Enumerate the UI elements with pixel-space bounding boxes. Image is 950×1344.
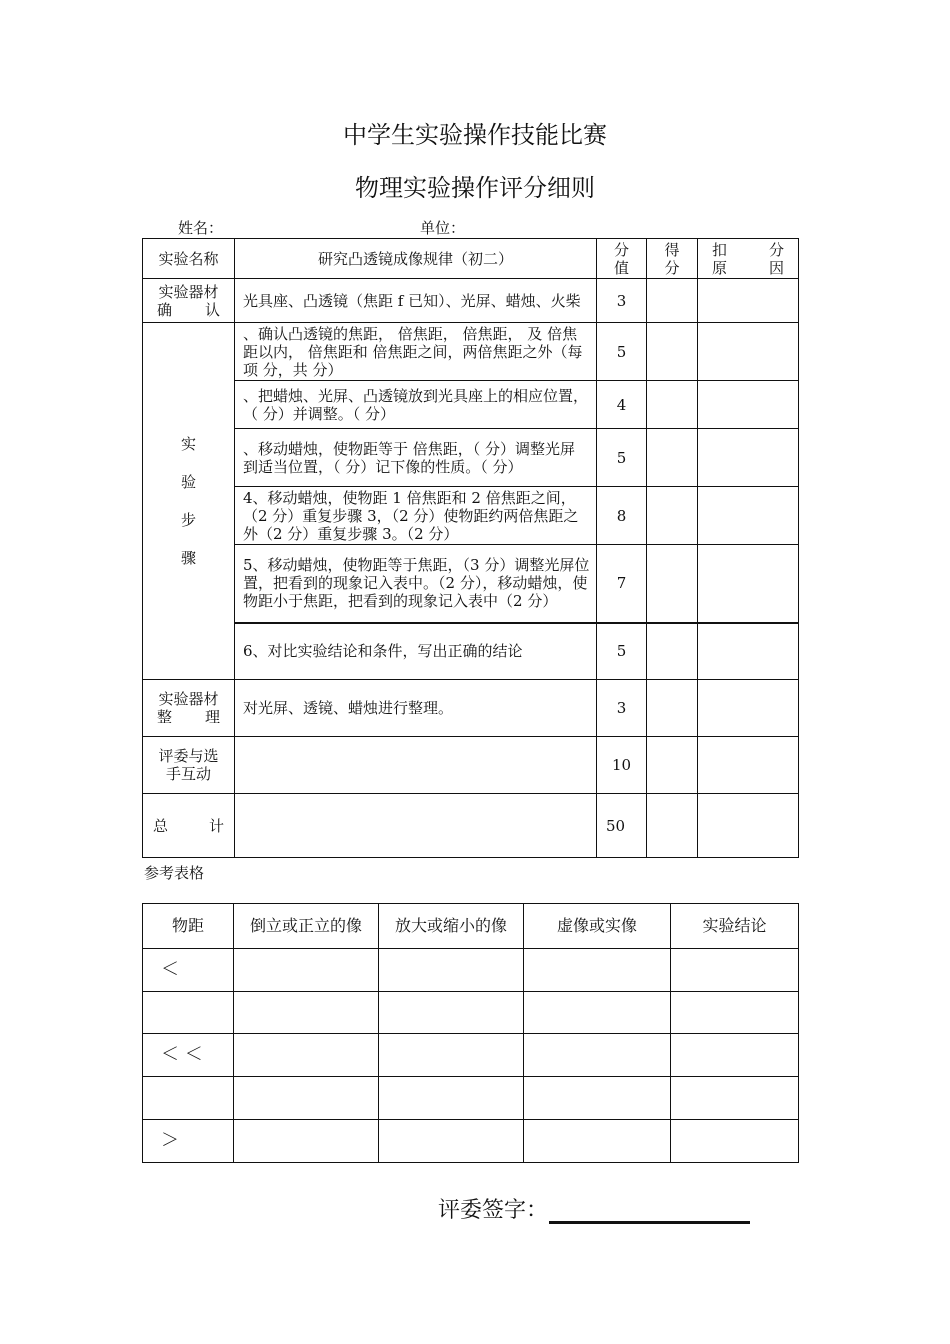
reason-cell bbox=[698, 737, 799, 794]
reference-cell bbox=[524, 992, 671, 1034]
step-content: 6、对比实验结论和条件，写出正确的结论 bbox=[235, 623, 597, 680]
reference-row bbox=[143, 992, 799, 1034]
score-cell bbox=[647, 381, 698, 429]
reference-row bbox=[143, 949, 799, 992]
score-cell bbox=[647, 429, 698, 487]
deduct-reason-header: 扣 分 原 因 bbox=[698, 239, 799, 279]
step-row bbox=[143, 323, 799, 381]
score-cell bbox=[647, 487, 698, 545]
reference-cell bbox=[671, 1120, 799, 1163]
score-cell bbox=[647, 279, 698, 323]
unit-label: 单位： bbox=[420, 219, 466, 237]
reason-cell bbox=[698, 680, 799, 737]
step-score: 5 bbox=[597, 623, 647, 680]
tidy-content: 对光屏、透镜、蜡烛进行整理。 bbox=[235, 680, 597, 737]
object-distance-cell: ＜ ＜ bbox=[143, 1034, 234, 1077]
step-row bbox=[143, 487, 799, 545]
score-cell bbox=[647, 794, 698, 858]
reference-cell bbox=[379, 949, 524, 992]
reference-cell bbox=[379, 992, 524, 1034]
interact-score: 10 bbox=[597, 737, 647, 794]
reference-caption: 参考表格 bbox=[144, 864, 205, 882]
reason-cell bbox=[698, 487, 799, 545]
interact-label: 评委与选 手互动 bbox=[143, 737, 235, 794]
signature-line[interactable] bbox=[549, 1221, 750, 1224]
name-label: 姓名： bbox=[178, 219, 224, 237]
recognize-row bbox=[143, 279, 799, 323]
reason-cell bbox=[698, 323, 799, 381]
score-cell bbox=[647, 623, 698, 680]
step-score: 7 bbox=[597, 545, 647, 623]
score-cell bbox=[647, 737, 698, 794]
score-cell bbox=[647, 323, 698, 381]
reference-cell bbox=[379, 1034, 524, 1077]
step-content: 5、移动蜡烛，使物距等于焦距，（3 分）调整光屏位置，把看到的现象记入表中。（2 分），移动蜡烛，使物距小于焦距，把看到的现象记入表中（2 分） bbox=[235, 545, 597, 623]
page-subtitle: 物理实验操作评分细则 bbox=[355, 174, 595, 202]
reference-cell bbox=[234, 1077, 379, 1120]
step-row bbox=[143, 381, 799, 429]
reference-cell bbox=[524, 1120, 671, 1163]
reference-row bbox=[143, 1034, 799, 1077]
recognize-score: 3 bbox=[597, 279, 647, 323]
reason-cell bbox=[698, 794, 799, 858]
reference-cell bbox=[524, 949, 671, 992]
reference-table bbox=[142, 903, 799, 1163]
score-cell bbox=[647, 545, 698, 623]
object-distance-cell bbox=[143, 1077, 234, 1120]
page-title: 中学生实验操作技能比赛 bbox=[343, 121, 607, 149]
score-got-header: 得 分 bbox=[647, 239, 698, 279]
total-row bbox=[143, 794, 799, 858]
object-distance-cell: ＞ bbox=[143, 1120, 234, 1163]
step-content: 4、移动蜡烛，使物距 1 倍焦距和 2 倍焦距之间，（2 分）重复步骤 3，（2 分）使物距约两倍焦距之外（2 分）重复步骤 3。（2 分） bbox=[235, 487, 597, 545]
reference-cell bbox=[671, 1077, 799, 1120]
reference-header: 物距 bbox=[143, 904, 234, 949]
recognize-label: 实验器材 确 认 bbox=[143, 279, 235, 323]
total-label: 总 计 bbox=[143, 794, 235, 858]
reference-cell bbox=[524, 1077, 671, 1120]
total-content bbox=[235, 794, 597, 858]
interact-row bbox=[143, 737, 799, 794]
reference-row bbox=[143, 1120, 799, 1163]
reason-cell bbox=[698, 279, 799, 323]
step-row bbox=[143, 623, 799, 680]
signature-label: 评委签字： bbox=[438, 1198, 549, 1223]
experiment-name-label: 实验名称 bbox=[143, 239, 235, 279]
reference-cell bbox=[671, 1034, 799, 1077]
reference-cell bbox=[234, 1034, 379, 1077]
recognize-content: 光具座、凸透镜（焦距 f 已知）、光屏、蜡烛、火柴 bbox=[235, 279, 597, 323]
reference-header: 实验结论 bbox=[671, 904, 799, 949]
reference-row bbox=[143, 1077, 799, 1120]
reference-cell bbox=[379, 1120, 524, 1163]
reference-cell bbox=[234, 949, 379, 992]
step-row bbox=[143, 429, 799, 487]
reference-header: 虚像或实像 bbox=[524, 904, 671, 949]
reason-cell bbox=[698, 429, 799, 487]
step-score: 8 bbox=[597, 487, 647, 545]
reference-header-row bbox=[143, 904, 799, 949]
tidy-label: 实验器材 整 理 bbox=[143, 680, 235, 737]
step-score: 5 bbox=[597, 323, 647, 381]
step-content: 、移动蜡烛，使物距等于 倍焦距，（ 分）调整光屏到适当位置，（ 分）记下像的性质。（ 分） bbox=[235, 429, 597, 487]
step-row bbox=[143, 545, 799, 623]
reason-cell bbox=[698, 545, 799, 623]
reference-cell bbox=[234, 992, 379, 1034]
step-content: 、把蜡烛、光屏、凸透镜放到光具座上的相应位置，（ 分）并调整。（ 分） bbox=[235, 381, 597, 429]
score-cell bbox=[647, 680, 698, 737]
tidy-score: 3 bbox=[597, 680, 647, 737]
step-score: 5 bbox=[597, 429, 647, 487]
reason-cell bbox=[698, 381, 799, 429]
interact-content bbox=[235, 737, 597, 794]
total-score: 50 bbox=[597, 794, 647, 858]
tidy-row bbox=[143, 680, 799, 737]
step-content: 、确认凸透镜的焦距， 倍焦距， 倍焦距， 及 倍焦距以内， 倍焦距和 倍焦距之间，两倍焦距之外（每项 分，共 分） bbox=[235, 323, 597, 381]
steps-label: 实 验 步 骤 bbox=[143, 323, 235, 680]
experiment-name: 研究凸透镜成像规律（初二） bbox=[235, 239, 597, 279]
scoring-table bbox=[142, 238, 799, 858]
reference-cell bbox=[524, 1034, 671, 1077]
object-distance-cell bbox=[143, 992, 234, 1034]
score-value-header: 分 值 bbox=[597, 239, 647, 279]
reference-cell bbox=[234, 1120, 379, 1163]
reference-header: 倒立或正立的像 bbox=[234, 904, 379, 949]
reason-cell bbox=[698, 623, 799, 680]
header-row bbox=[143, 239, 799, 279]
reference-cell bbox=[379, 1077, 524, 1120]
step-score: 4 bbox=[597, 381, 647, 429]
reference-header: 放大或缩小的像 bbox=[379, 904, 524, 949]
reference-cell bbox=[671, 992, 799, 1034]
reference-cell bbox=[671, 949, 799, 992]
object-distance-cell: ＜ bbox=[143, 949, 234, 992]
